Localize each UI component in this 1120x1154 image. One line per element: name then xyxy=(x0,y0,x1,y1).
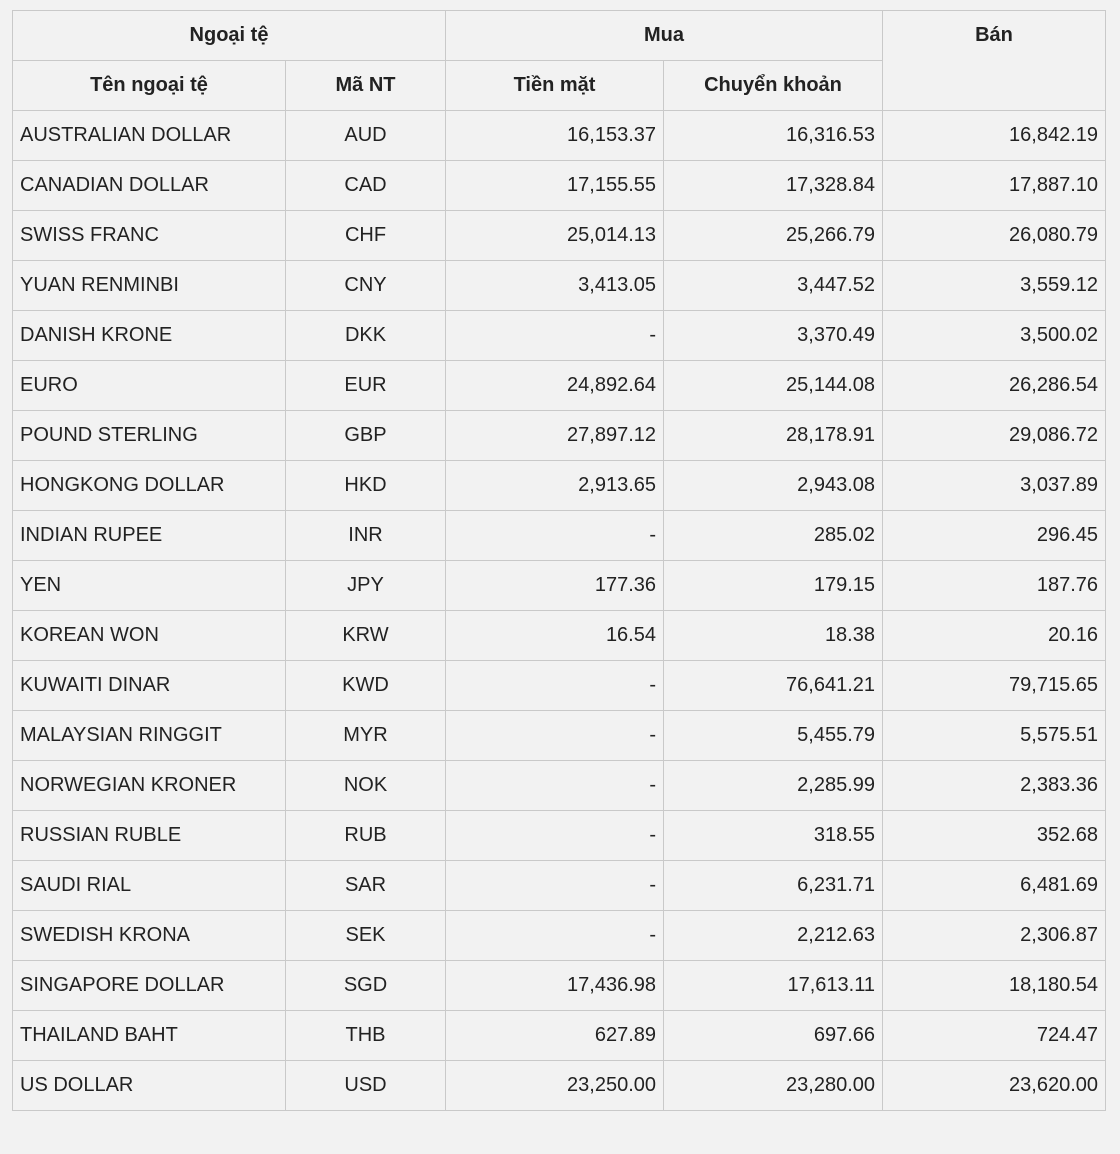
sell-cell: 3,500.02 xyxy=(883,311,1106,361)
table-row xyxy=(13,1011,1106,1061)
table-row xyxy=(13,211,1106,261)
currency-code-cell: CAD xyxy=(286,161,446,211)
currency-name-cell: AUSTRALIAN DOLLAR xyxy=(13,111,286,161)
currency-code-cell: THB xyxy=(286,1011,446,1061)
currency-name-cell: SINGAPORE DOLLAR xyxy=(13,961,286,1011)
currency-name-cell: YEN xyxy=(13,561,286,611)
header-currency-name: Tên ngoại tệ xyxy=(13,61,286,111)
table-row xyxy=(13,611,1106,661)
currency-name-cell: SWEDISH KRONA xyxy=(13,911,286,961)
currency-name-cell: EURO xyxy=(13,361,286,411)
table-row xyxy=(13,311,1106,361)
currency-code-cell: JPY xyxy=(286,561,446,611)
sell-cell: 16,842.19 xyxy=(883,111,1106,161)
table-row xyxy=(13,411,1106,461)
currency-code-cell: KWD xyxy=(286,661,446,711)
header-transfer: Chuyển khoản xyxy=(664,61,883,111)
currency-code-cell: RUB xyxy=(286,811,446,861)
buy-transfer-cell: 2,212.63 xyxy=(664,911,883,961)
sell-cell: 6,481.69 xyxy=(883,861,1106,911)
sell-cell: 296.45 xyxy=(883,511,1106,561)
buy-transfer-cell: 179.15 xyxy=(664,561,883,611)
sell-cell: 79,715.65 xyxy=(883,661,1106,711)
sell-cell: 724.47 xyxy=(883,1011,1106,1061)
currency-name-cell: KUWAITI DINAR xyxy=(13,661,286,711)
table-row xyxy=(13,711,1106,761)
currency-name-cell: NORWEGIAN KRONER xyxy=(13,761,286,811)
buy-transfer-cell: 318.55 xyxy=(664,811,883,861)
buy-cash-cell: 177.36 xyxy=(446,561,664,611)
sell-cell: 2,383.36 xyxy=(883,761,1106,811)
currency-name-cell: DANISH KRONE xyxy=(13,311,286,361)
currency-name-cell: US DOLLAR xyxy=(13,1061,286,1111)
table-row xyxy=(13,361,1106,411)
buy-cash-cell: - xyxy=(446,511,664,561)
buy-cash-cell: 627.89 xyxy=(446,1011,664,1061)
currency-name-cell: MALAYSIAN RINGGIT xyxy=(13,711,286,761)
currency-code-cell: CNY xyxy=(286,261,446,311)
sell-cell: 26,080.79 xyxy=(883,211,1106,261)
header-sell: Bán xyxy=(883,11,1106,111)
table-row xyxy=(13,511,1106,561)
buy-transfer-cell: 3,447.52 xyxy=(664,261,883,311)
buy-cash-cell: - xyxy=(446,911,664,961)
table-row xyxy=(13,161,1106,211)
currency-code-cell: SEK xyxy=(286,911,446,961)
currency-code-cell: GBP xyxy=(286,411,446,461)
currency-name-cell: KOREAN WON xyxy=(13,611,286,661)
buy-transfer-cell: 28,178.91 xyxy=(664,411,883,461)
buy-transfer-cell: 76,641.21 xyxy=(664,661,883,711)
header-row-groups xyxy=(13,11,1106,61)
currency-code-cell: CHF xyxy=(286,211,446,261)
buy-transfer-cell: 16,316.53 xyxy=(664,111,883,161)
buy-transfer-cell: 3,370.49 xyxy=(664,311,883,361)
exchange-rate-table-container xyxy=(12,10,1105,1111)
table-row xyxy=(13,911,1106,961)
sell-cell: 5,575.51 xyxy=(883,711,1106,761)
currency-code-cell: NOK xyxy=(286,761,446,811)
buy-transfer-cell: 18.38 xyxy=(664,611,883,661)
buy-cash-cell: 24,892.64 xyxy=(446,361,664,411)
buy-cash-cell: 25,014.13 xyxy=(446,211,664,261)
currency-name-cell: RUSSIAN RUBLE xyxy=(13,811,286,861)
sell-cell: 18,180.54 xyxy=(883,961,1106,1011)
header-currency-group: Ngoại tệ xyxy=(13,11,446,61)
buy-cash-cell: 17,436.98 xyxy=(446,961,664,1011)
buy-cash-cell: 3,413.05 xyxy=(446,261,664,311)
currency-name-cell: SAUDI RIAL xyxy=(13,861,286,911)
buy-transfer-cell: 285.02 xyxy=(664,511,883,561)
currency-code-cell: HKD xyxy=(286,461,446,511)
currency-code-cell: USD xyxy=(286,1061,446,1111)
sell-cell: 3,559.12 xyxy=(883,261,1106,311)
table-header xyxy=(13,11,1106,111)
currency-name-cell: CANADIAN DOLLAR xyxy=(13,161,286,211)
table-row xyxy=(13,661,1106,711)
buy-cash-cell: 16,153.37 xyxy=(446,111,664,161)
header-cash: Tiền mặt xyxy=(446,61,664,111)
currency-name-cell: HONGKONG DOLLAR xyxy=(13,461,286,511)
buy-cash-cell: 16.54 xyxy=(446,611,664,661)
buy-cash-cell: - xyxy=(446,711,664,761)
currency-code-cell: EUR xyxy=(286,361,446,411)
sell-cell: 187.76 xyxy=(883,561,1106,611)
header-currency-code: Mã NT xyxy=(286,61,446,111)
sell-cell: 29,086.72 xyxy=(883,411,1106,461)
table-row xyxy=(13,861,1106,911)
buy-transfer-cell: 2,285.99 xyxy=(664,761,883,811)
currency-code-cell: AUD xyxy=(286,111,446,161)
buy-cash-cell: 23,250.00 xyxy=(446,1061,664,1111)
currency-code-cell: INR xyxy=(286,511,446,561)
currency-name-cell: INDIAN RUPEE xyxy=(13,511,286,561)
buy-transfer-cell: 17,328.84 xyxy=(664,161,883,211)
currency-name-cell: POUND STERLING xyxy=(13,411,286,461)
buy-cash-cell: 27,897.12 xyxy=(446,411,664,461)
table-row xyxy=(13,761,1106,811)
buy-transfer-cell: 6,231.71 xyxy=(664,861,883,911)
table-row xyxy=(13,111,1106,161)
table-body xyxy=(13,111,1106,1111)
buy-cash-cell: - xyxy=(446,661,664,711)
currency-name-cell: THAILAND BAHT xyxy=(13,1011,286,1061)
table-row xyxy=(13,1061,1106,1111)
table-row xyxy=(13,961,1106,1011)
buy-cash-cell: 17,155.55 xyxy=(446,161,664,211)
currency-name-cell: SWISS FRANC xyxy=(13,211,286,261)
table-row xyxy=(13,261,1106,311)
buy-transfer-cell: 5,455.79 xyxy=(664,711,883,761)
buy-cash-cell: - xyxy=(446,861,664,911)
buy-cash-cell: 2,913.65 xyxy=(446,461,664,511)
currency-code-cell: KRW xyxy=(286,611,446,661)
currency-code-cell: DKK xyxy=(286,311,446,361)
buy-transfer-cell: 697.66 xyxy=(664,1011,883,1061)
table-row xyxy=(13,811,1106,861)
table-row xyxy=(13,461,1106,511)
sell-cell: 23,620.00 xyxy=(883,1061,1106,1111)
sell-cell: 17,887.10 xyxy=(883,161,1106,211)
buy-cash-cell: - xyxy=(446,811,664,861)
sell-cell: 20.16 xyxy=(883,611,1106,661)
currency-code-cell: SGD xyxy=(286,961,446,1011)
buy-transfer-cell: 2,943.08 xyxy=(664,461,883,511)
buy-cash-cell: - xyxy=(446,761,664,811)
exchange-rate-table xyxy=(12,10,1106,1111)
sell-cell: 3,037.89 xyxy=(883,461,1106,511)
currency-name-cell: YUAN RENMINBI xyxy=(13,261,286,311)
table-row xyxy=(13,561,1106,611)
sell-cell: 2,306.87 xyxy=(883,911,1106,961)
header-buy-group: Mua xyxy=(446,11,883,61)
currency-code-cell: SAR xyxy=(286,861,446,911)
buy-transfer-cell: 25,266.79 xyxy=(664,211,883,261)
buy-transfer-cell: 23,280.00 xyxy=(664,1061,883,1111)
sell-cell: 26,286.54 xyxy=(883,361,1106,411)
sell-cell: 352.68 xyxy=(883,811,1106,861)
buy-transfer-cell: 17,613.11 xyxy=(664,961,883,1011)
buy-transfer-cell: 25,144.08 xyxy=(664,361,883,411)
currency-code-cell: MYR xyxy=(286,711,446,761)
buy-cash-cell: - xyxy=(446,311,664,361)
